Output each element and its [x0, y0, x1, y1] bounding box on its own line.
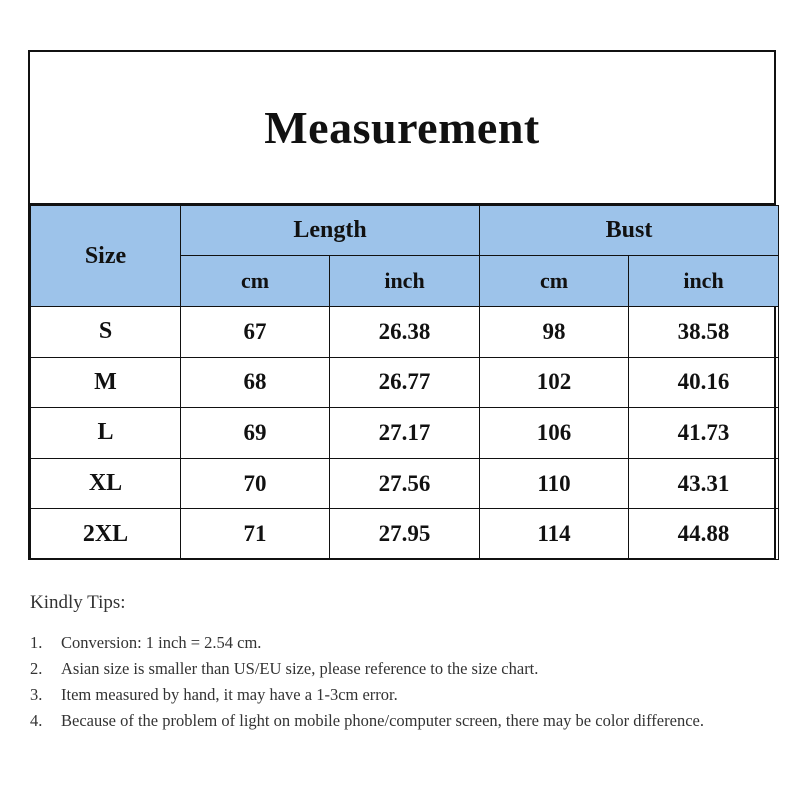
tip-number: 1. [30, 633, 43, 652]
table-title: Measurement [264, 102, 540, 153]
size-chart-table [28, 50, 776, 560]
length-inch-cell: 26.77 [330, 357, 480, 408]
size-header: Size [31, 206, 181, 307]
table-row [31, 509, 779, 560]
unit-header: cm [181, 256, 330, 307]
tip-text: Item measured by hand, it may have a 1-3cm error. [61, 685, 398, 704]
unit-header: inch [330, 256, 480, 307]
measurement-grid [30, 205, 779, 560]
table-row [31, 458, 779, 509]
list-item [30, 630, 775, 656]
size-cell: L [31, 408, 181, 459]
list-item [30, 682, 775, 708]
unit-header: cm [480, 256, 629, 307]
size-cell: S [31, 307, 181, 358]
tip-text: Because of the problem of light on mobile phone/computer screen, there may be color difference. [61, 711, 704, 730]
size-cell: XL [31, 458, 181, 509]
tips-list [30, 630, 775, 734]
table-row [31, 307, 779, 358]
bust-cm-cell: 114 [480, 509, 629, 560]
tip-number: 3. [30, 685, 43, 704]
tip-number: 2. [30, 659, 43, 678]
length-cm-cell: 71 [181, 509, 330, 560]
list-item [30, 656, 775, 682]
tips-title: Kindly Tips: [30, 592, 126, 613]
length-cm-cell: 69 [181, 408, 330, 459]
tip-number: 4. [30, 711, 43, 730]
length-cm-cell: 67 [181, 307, 330, 358]
bust-inch-cell: 38.58 [629, 307, 779, 358]
unit-header: inch [629, 256, 779, 307]
length-inch-cell: 27.17 [330, 408, 480, 459]
bust-inch-cell: 44.88 [629, 509, 779, 560]
length-inch-cell: 27.95 [330, 509, 480, 560]
tip-text: Asian size is smaller than US/EU size, please reference to the size chart. [61, 659, 539, 678]
bust-inch-cell: 41.73 [629, 408, 779, 459]
bust-cm-cell: 110 [480, 458, 629, 509]
length-cm-cell: 70 [181, 458, 330, 509]
length-cm-cell: 68 [181, 357, 330, 408]
tip-text: Conversion: 1 inch = 2.54 cm. [61, 633, 262, 652]
kindly-tips [30, 592, 775, 734]
bust-cm-cell: 98 [480, 307, 629, 358]
size-cell: 2XL [31, 509, 181, 560]
bust-inch-cell: 43.31 [629, 458, 779, 509]
bust-header: Bust [480, 206, 779, 256]
length-inch-cell: 27.56 [330, 458, 480, 509]
table-row [31, 357, 779, 408]
length-header: Length [181, 206, 480, 256]
bust-inch-cell: 40.16 [629, 357, 779, 408]
table-row [31, 408, 779, 459]
size-cell: M [31, 357, 181, 408]
header-row-groups [31, 206, 779, 256]
bust-cm-cell: 102 [480, 357, 629, 408]
bust-cm-cell: 106 [480, 408, 629, 459]
length-inch-cell: 26.38 [330, 307, 480, 358]
list-item [30, 708, 775, 734]
table-title-box [30, 52, 774, 205]
